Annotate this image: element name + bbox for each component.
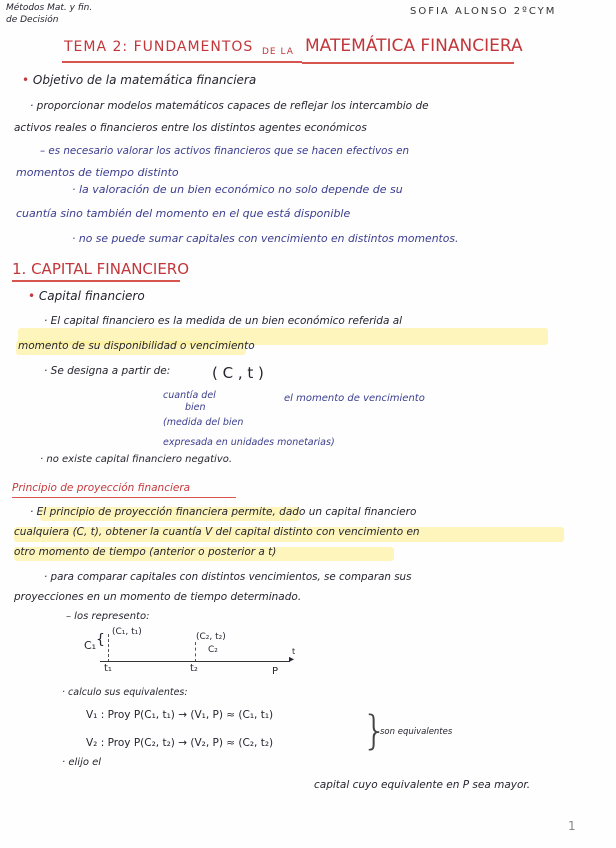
equiv-v2: V₂ : Proy P(C₂, t₂) → (V₂, P) ≈ (C₂, t₂) xyxy=(86,737,274,749)
bullet: • xyxy=(22,73,33,87)
capital-subheading xyxy=(28,290,145,302)
section-1-underline xyxy=(12,280,180,282)
annotation-medida: (medida del bien xyxy=(163,417,244,428)
principle-line-1: · El principio de proyección financiera permite, dado un capital financiero xyxy=(30,506,417,518)
title-part-3: MATEMÁTICA FINANCIERA xyxy=(305,36,523,56)
annotation-cuantia: cuantía del xyxy=(163,390,216,401)
bullet: • xyxy=(28,289,39,303)
equiv-v1: V₁ : Proy P(C₁, t₁) → (V₁, P) ≈ (C₁, t₁) xyxy=(86,709,274,721)
diagram-c1: C₁ xyxy=(84,639,97,652)
diagram-arrow: ▸ xyxy=(289,654,295,665)
objective-heading-text: Objetivo de la matemática financiera xyxy=(32,73,257,87)
title-part-1: TEMA 2: FUNDAMENTOS xyxy=(64,39,254,55)
objective-heading xyxy=(22,74,256,86)
objective-line-7: · no se puede sumar capitales con vencimiento en distintos momentos. xyxy=(72,232,459,245)
annotation-momento: el momento de vencimiento xyxy=(284,393,425,404)
diagram-point-1: (C₁, t₁) xyxy=(112,627,142,637)
elijo-line: · elijo el xyxy=(62,757,102,768)
diagram-c2: C₂ xyxy=(208,645,218,655)
principle-line-3: otro momento de tiempo (anterior o posterior a t) xyxy=(14,546,277,558)
section-1-heading: 1. CAPITAL FINANCIERO xyxy=(12,260,190,278)
principle-heading: Principio de proyección financiera xyxy=(12,482,191,494)
annotation-expresada: expresada en unidades monetarias) xyxy=(163,437,335,448)
diagram-brace: { xyxy=(96,632,105,648)
principle-line-6: – los represento: xyxy=(66,611,150,622)
page-number: 1 xyxy=(568,819,576,833)
objective-line-4: momentos de tiempo distinto xyxy=(16,166,179,179)
principle-line-4: · para comparar capitales con distintos vencimientos, se comparan sus xyxy=(44,571,412,583)
objective-line-6: cuantía sino también del momento en el que está disponible xyxy=(16,207,351,220)
capital-pair: ( C , t ) xyxy=(212,364,264,382)
diagram-dash-1 xyxy=(108,634,109,662)
author-name: SOFIA ALONSO 2ºCYM xyxy=(410,6,557,17)
objective-line-5: · la valoración de un bien económico no solo depende de su xyxy=(72,183,403,196)
designa-line: · Se designa a partir de: xyxy=(44,365,171,377)
capital-subheading-text: Capital financiero xyxy=(38,289,145,303)
annotation-bien: bien xyxy=(185,402,206,413)
principle-line-5: proyecciones en un momento de tiempo determinado. xyxy=(14,591,302,603)
objective-line-3: – es necesario valorar los activos financieros que se hacen efectivos en xyxy=(40,145,409,157)
capital-mayor-line: capital cuyo equivalente en P sea mayor. xyxy=(314,779,531,791)
subject-line-2: de Decisión xyxy=(6,15,59,25)
diagram-p: P xyxy=(272,666,279,677)
no-negative-line: · no existe capital financiero negativo. xyxy=(40,454,233,465)
title-underline-1 xyxy=(62,61,302,63)
principle-underline xyxy=(12,497,236,498)
diagram-t-axis: t xyxy=(292,647,296,656)
objective-line-1: · proporcionar modelos matemáticos capaces de reflejar los intercambio de xyxy=(30,100,429,112)
calc-line: · calculo sus equivalentes: xyxy=(62,687,188,698)
diagram-t1: t₁ xyxy=(104,663,112,674)
subject-line-1: Métodos Mat. y fin. xyxy=(6,3,93,13)
title-underline-2 xyxy=(302,62,514,64)
diagram-dash-2 xyxy=(195,642,196,662)
diagram-axis xyxy=(100,661,290,662)
equiv-son: son equivalentes xyxy=(380,727,453,737)
diagram-point-2: (C₂, t₂) xyxy=(196,632,226,642)
definition-line-2: momento de su disponibilidad o vencimiento xyxy=(18,340,255,352)
principle-line-2: cualquiera (C, t), obtener la cuantía V del capital distinto con vencimiento en xyxy=(14,526,420,538)
definition-line-1: · El capital financiero es la medida de un bien económico referida al xyxy=(44,315,403,327)
objective-line-2: activos reales o financieros entre los distintos agentes económicos xyxy=(14,122,367,134)
title-part-2: DE LA xyxy=(262,47,294,57)
equiv-brace: } xyxy=(362,708,388,754)
diagram-t2: t₂ xyxy=(190,663,198,674)
